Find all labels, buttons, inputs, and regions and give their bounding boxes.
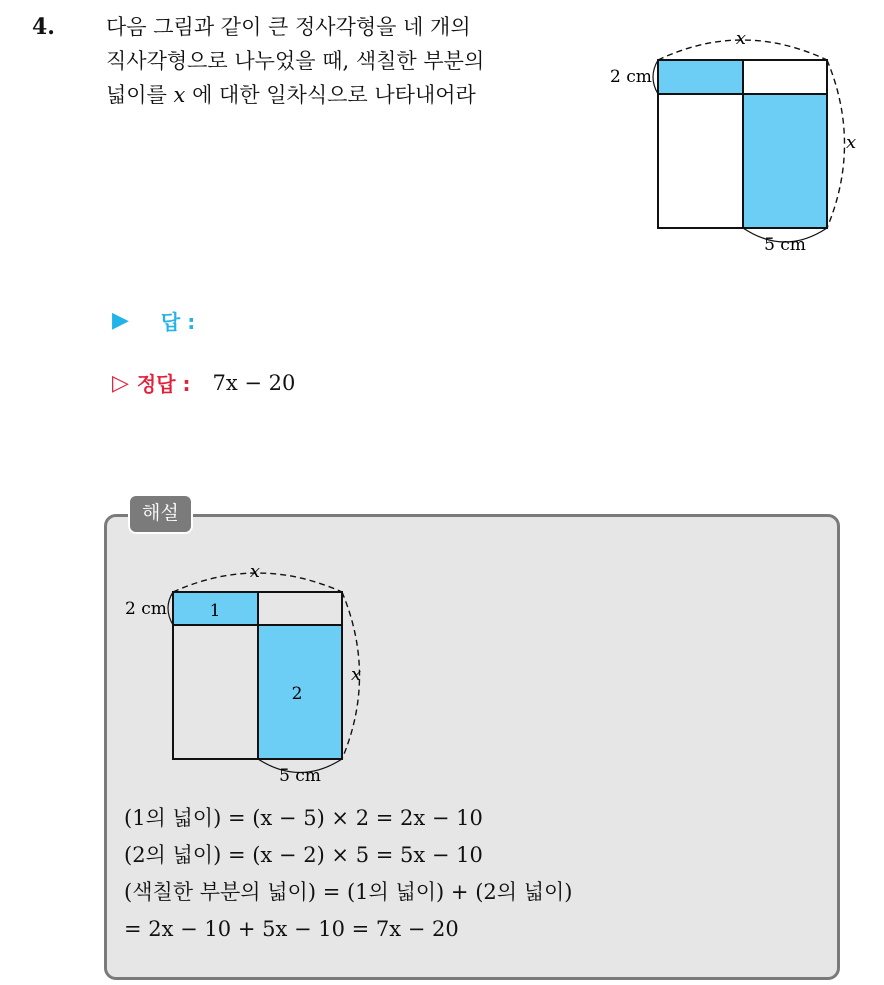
solution-line-1: (1의 넓이) = (x − 5) × 2 = 2x − 10 [124,806,483,830]
shaded-rect-right [743,94,827,228]
solution-left-label: 2 cm [125,599,167,619]
region-2-label: 2 [291,684,303,704]
correct-value: 7x − 20 [212,370,296,395]
solution-line-2: (2의 넓이) = (x − 2) × 5 = 5x − 10 [124,843,483,867]
question-line-3-end: 에 대한 일차식으로 나타내어라 [185,83,476,107]
answer-row [112,306,195,335]
question-figure [600,20,870,260]
solution-top-label: x [249,561,261,582]
solution-bottom-label: 5 cm [279,766,321,786]
question-line-1: 다음 그림과 같이 큰 정사각형을 네 개의 [106,15,471,39]
top-label: x [735,28,747,49]
answer-marker-icon: ▶ [112,308,129,333]
question-line-3 [106,78,606,112]
shaded-rect-top [658,60,743,94]
correct-answer-row [112,368,295,397]
question-number: 4. [32,14,55,40]
question-text [106,10,606,112]
left-label: 2 cm [610,67,652,87]
solution-line-3: (색칠한 부분의 넓이) = (1의 넓이) + (2의 넓이) [124,880,573,904]
right-label: x [846,132,857,153]
right-dimension-arc [827,60,845,228]
correct-label: 정답 : [136,372,191,396]
correct-marker-icon: ▷ [112,369,129,396]
solution-lines [124,800,572,948]
bottom-label: 5 cm [764,235,806,255]
answer-label: 답 : [160,310,196,334]
region-1-label: 1 [209,601,221,621]
solution-line-4: = 2x − 10 + 5x − 10 = 7x − 20 [124,917,459,941]
question-line-3-start: 넓이를 [106,83,174,107]
question-variable: x [173,83,186,107]
question-line-2: 직사각형으로 나누었을 때, 색칠한 부분의 [106,49,485,73]
solution-figure [115,552,385,792]
solution-right-label: x [351,664,362,685]
solution-tag: 해설 [128,494,193,534]
